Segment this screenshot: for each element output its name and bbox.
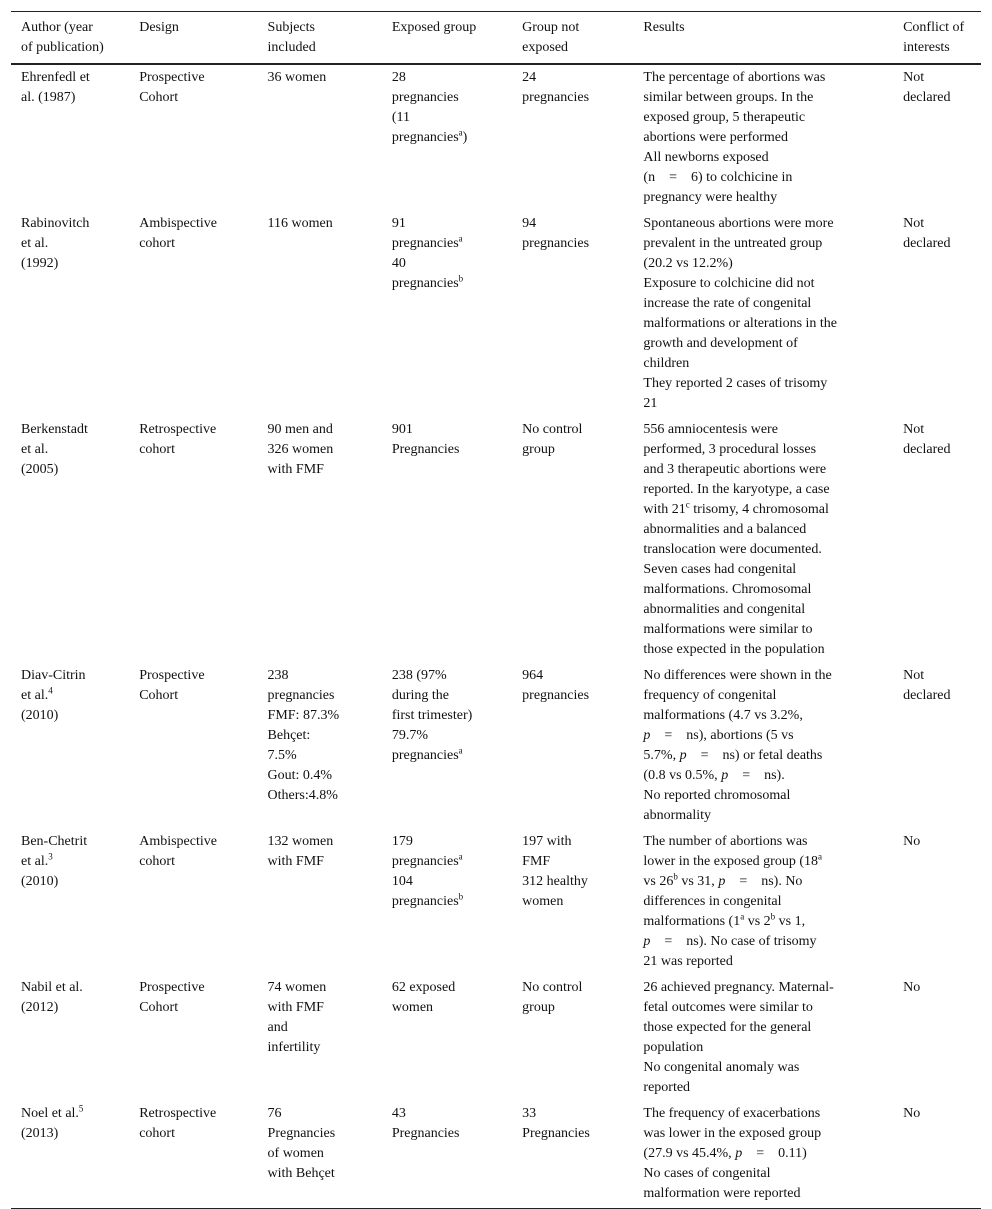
cell-line: Others:4.8% <box>267 788 338 803</box>
cell-results <box>633 975 893 1101</box>
cell-line: abnormalities and congenital <box>643 602 806 617</box>
cell-line: declared <box>903 90 951 105</box>
cell-line: pregnancies$^a$ <box>391 745 463 763</box>
cell-line: Rabinovitch <box>21 216 90 231</box>
cell-line: with FMF <box>267 1000 324 1015</box>
footnote-marker: b <box>458 891 464 902</box>
cell-line: those expected for the general <box>643 1020 812 1035</box>
cell-line: 312 healthy <box>522 874 588 889</box>
footnote-marker: b <box>673 871 678 882</box>
cell-line: (0.8 vs 0.5%, p = ns). <box>643 768 785 783</box>
cell-line: and 3 therapeutic abortions were <box>643 462 827 477</box>
cell-group-not-exposed <box>512 417 633 663</box>
cell-line: et al.$^3$ <box>21 851 53 869</box>
cell-line: 21 <box>643 396 658 411</box>
cell-design <box>129 211 257 417</box>
cell-line: 62 exposed <box>391 980 456 995</box>
cell-subjects <box>258 64 382 211</box>
cell-conflict-of-interests <box>893 64 981 211</box>
cell-conflict-of-interests <box>893 417 981 663</box>
cell-line: 116 women <box>267 216 333 231</box>
cell-line: No cases of congenital <box>643 1166 771 1181</box>
header-row <box>11 12 981 65</box>
cell-line: et al. <box>21 442 49 457</box>
cell-line: et al. <box>21 236 49 251</box>
cell-line: p = ns). No case of trisomy <box>643 934 817 949</box>
cell-line: (27.9 vs 45.4%, p = 0.11) <box>643 1146 807 1161</box>
cell-line: prevalent in the untreated group <box>643 236 823 251</box>
cell-line: differences in congenital <box>643 894 782 909</box>
cell-line: 179 <box>391 834 413 849</box>
cell-line: cohort <box>139 1126 175 1141</box>
table-body <box>11 64 981 1209</box>
cell-results <box>633 1101 893 1209</box>
cell-line: Pregnancies <box>267 1126 336 1141</box>
cell-line: Pregnancies <box>391 442 460 457</box>
cell-line: malformations. Chromosomal <box>643 582 812 597</box>
cell-line: 901 <box>391 422 413 437</box>
header-line: interests <box>903 40 950 55</box>
header-line: Group not <box>522 20 580 35</box>
cell-author <box>11 211 129 417</box>
cell-line: declared <box>903 688 951 703</box>
cell-exposed-group <box>382 975 512 1101</box>
cell-line: No <box>903 834 921 849</box>
cell-line: Nabil et al. <box>21 980 83 995</box>
cell-line: pregnancies$^a$ <box>391 233 463 251</box>
cell-line: pregnancies <box>522 688 590 703</box>
italic-symbol: p <box>735 1146 743 1161</box>
cell-line: Ambispective <box>139 216 217 231</box>
footnote-marker: a <box>458 233 463 244</box>
cell-line: pregnancies <box>522 90 590 105</box>
cell-line: cohort <box>139 854 175 869</box>
cell-line: abortions were performed <box>643 130 789 145</box>
cell-design <box>129 1101 257 1209</box>
cell-line: No <box>903 1106 921 1121</box>
cell-results <box>633 663 893 829</box>
footnote-marker: b <box>770 911 776 922</box>
header-line: included <box>267 40 316 55</box>
cell-line: 104 <box>391 874 413 889</box>
cell-line: 5.7%, p = ns) or fetal deaths <box>643 748 823 763</box>
cell-subjects <box>258 829 382 975</box>
cell-line: Not <box>903 70 925 85</box>
header-line: Results <box>643 20 685 35</box>
table-row <box>11 211 981 417</box>
cell-line: Diav-Citrin <box>21 668 86 683</box>
cell-line: 132 women <box>267 834 334 849</box>
cell-line: Spontaneous abortions were more <box>643 216 834 231</box>
cell-line: (n = 6) to colchicine in <box>643 170 793 185</box>
header-line: Author (year <box>21 20 93 35</box>
cell-author <box>11 663 129 829</box>
cell-line: with Behçet <box>267 1166 335 1181</box>
cell-line: Retrospective <box>139 1106 217 1121</box>
cell-line: (20.2 vs 12.2%) <box>643 256 733 271</box>
header-results <box>633 12 893 65</box>
table-row <box>11 975 981 1101</box>
footnote-marker: a <box>458 127 463 138</box>
header-subjects <box>258 12 382 65</box>
cell-line: No control <box>522 422 583 437</box>
cell-line: 40 <box>391 256 406 271</box>
header-line: Conflict of <box>903 20 965 35</box>
cell-conflict-of-interests <box>893 211 981 417</box>
cell-line: 7.5% <box>267 748 297 763</box>
cell-line: frequency of congenital <box>643 688 777 703</box>
cell-line: Cohort <box>139 688 179 703</box>
cell-line: pregnancies$^a$) <box>391 127 468 145</box>
cell-line: No reported chromosomal <box>643 788 791 803</box>
cell-subjects <box>258 1101 382 1209</box>
cell-line: Pregnancies <box>522 1126 590 1141</box>
cell-author <box>11 829 129 975</box>
cell-line: with FMF <box>267 462 324 477</box>
cell-conflict-of-interests <box>893 1101 981 1209</box>
cell-line: 197 with <box>522 834 572 849</box>
table-row <box>11 64 981 211</box>
cell-line: was lower in the exposed group <box>643 1126 822 1141</box>
cell-line: 238 (97% <box>391 668 447 683</box>
cell-design <box>129 64 257 211</box>
cell-line: group <box>522 442 555 457</box>
cell-line: abnormalities and a balanced <box>643 522 807 537</box>
cell-line: (11 <box>391 110 410 125</box>
header-line: exposed <box>522 40 569 55</box>
cell-line: increase the rate of congenital <box>643 296 812 311</box>
cell-line: Ambispective <box>139 834 217 849</box>
cell-line: 43 <box>391 1106 406 1121</box>
cell-line: Not <box>903 216 925 231</box>
cell-line: 21 was reported <box>643 954 733 969</box>
cell-line: and <box>267 1020 288 1035</box>
cell-group-not-exposed <box>512 975 633 1101</box>
cell-exposed-group <box>382 663 512 829</box>
header-design <box>129 12 257 65</box>
header-exposed <box>382 12 512 65</box>
cell-subjects <box>258 663 382 829</box>
cell-line: Ehrenfedl et <box>21 70 90 85</box>
cell-line: (2005) <box>21 462 59 477</box>
cell-group-not-exposed <box>512 829 633 975</box>
cell-results <box>633 829 893 975</box>
cell-line: Noel et al.$^5$ <box>21 1103 84 1121</box>
footnote-marker: b <box>458 273 464 284</box>
cell-line: Retrospective <box>139 422 217 437</box>
cell-line: Gout: 0.4% <box>267 768 333 783</box>
cell-line: 238 <box>267 668 289 683</box>
cell-line: fetal outcomes were similar to <box>643 1000 813 1015</box>
cell-line: reported. In the karyotype, a case <box>643 482 830 497</box>
cell-line: The number of abortions was <box>643 834 808 849</box>
cell-line: pregnancies <box>391 90 459 105</box>
cell-line: declared <box>903 442 951 457</box>
cell-line: Seven cases had congenital <box>643 562 797 577</box>
cell-line: lower in the exposed group (18$^a$ <box>643 851 822 869</box>
cell-line: 964 <box>522 668 544 683</box>
cell-line: FMF: 87.3% <box>267 708 340 723</box>
cell-line: No control <box>522 980 583 995</box>
cell-line: 76 <box>267 1106 282 1121</box>
header-line: of publication) <box>21 40 104 55</box>
footnote-marker: 4 <box>48 685 53 696</box>
footnote-marker: a <box>817 851 822 862</box>
cell-line: et al.$^4$ <box>21 685 53 703</box>
cell-line: pregnancies <box>267 688 335 703</box>
cell-line: Cohort <box>139 90 179 105</box>
cell-line: Behçet: <box>267 728 311 743</box>
cell-line: 90 men and <box>267 422 333 437</box>
italic-symbol: p <box>679 748 687 763</box>
cell-line: malformations were similar to <box>643 622 813 637</box>
cell-conflict-of-interests <box>893 829 981 975</box>
cell-line: group <box>522 1000 555 1015</box>
cell-line: No congenital anomaly was <box>643 1060 800 1075</box>
cell-line: Pregnancies <box>391 1126 460 1141</box>
cell-line: (1992) <box>21 256 59 271</box>
cell-group-not-exposed <box>512 64 633 211</box>
cell-results <box>633 64 893 211</box>
cell-line: declared <box>903 236 951 251</box>
cell-line: No <box>903 980 921 995</box>
cell-line: Not <box>903 422 925 437</box>
cell-line: 33 <box>522 1106 537 1121</box>
header-not-exposed <box>512 12 633 65</box>
cell-author <box>11 64 129 211</box>
cell-line: 79.7% <box>391 728 428 743</box>
cell-line: (2010) <box>21 874 59 889</box>
cell-line: Exposure to colchicine did not <box>643 276 815 291</box>
cell-line: 326 women <box>267 442 334 457</box>
cell-line: 26 achieved pregnancy. Maternal- <box>643 980 834 995</box>
cell-line: of women <box>267 1146 324 1161</box>
cell-line: They reported 2 cases of trisomy <box>643 376 828 391</box>
cell-results <box>633 417 893 663</box>
cell-group-not-exposed <box>512 1101 633 1209</box>
cell-conflict-of-interests <box>893 975 981 1101</box>
cell-author <box>11 417 129 663</box>
cell-line: al. (1987) <box>21 90 76 105</box>
cell-line: similar between groups. In the <box>643 90 814 105</box>
italic-symbol: p <box>643 934 651 949</box>
cell-line: Ben-Chetrit <box>21 834 88 849</box>
cell-line: infertility <box>267 1040 321 1055</box>
cell-subjects <box>258 975 382 1101</box>
cell-line: abnormality <box>643 808 712 823</box>
cell-line: Berkenstadt <box>21 422 88 437</box>
cell-line: Prospective <box>139 668 205 683</box>
cell-exposed-group <box>382 417 512 663</box>
cell-exposed-group <box>382 829 512 975</box>
cell-line: malformations or alterations in the <box>643 316 838 331</box>
footnote-marker: a <box>740 911 745 922</box>
header-line: Design <box>139 20 179 35</box>
cell-line: women <box>391 1000 434 1015</box>
cell-line: exposed group, 5 therapeutic <box>643 110 806 125</box>
header-line: Exposed group <box>391 20 477 35</box>
cell-line: pregnancies$^a$ <box>391 851 463 869</box>
footnote-marker: a <box>458 851 463 862</box>
table-row <box>11 829 981 975</box>
cell-design <box>129 663 257 829</box>
cell-group-not-exposed <box>512 211 633 417</box>
cell-line: (2013) <box>21 1126 59 1141</box>
cell-line: No differences were shown in the <box>643 668 832 683</box>
cell-line: The percentage of abortions was <box>643 70 826 85</box>
header-line: Subjects <box>267 20 315 35</box>
cell-line: 24 <box>522 70 537 85</box>
cell-design <box>129 417 257 663</box>
cell-line: cohort <box>139 236 175 251</box>
cell-line: 91 <box>391 216 406 231</box>
cell-line: (2012) <box>21 1000 59 1015</box>
cell-line: The frequency of exacerbations <box>643 1106 821 1121</box>
cell-line: pregnancies <box>522 236 590 251</box>
cell-line: Prospective <box>139 980 205 995</box>
cell-line: p = ns), abortions (5 vs <box>643 728 794 743</box>
cell-line: Not <box>903 668 925 683</box>
cell-group-not-exposed <box>512 663 633 829</box>
cell-line: 36 women <box>267 70 327 85</box>
cell-line: 556 amniocentesis were <box>643 422 778 437</box>
table-row <box>11 417 981 663</box>
cell-line: cohort <box>139 442 175 457</box>
footnote-marker: 5 <box>78 1103 84 1114</box>
cell-line: translocation were documented. <box>643 542 822 557</box>
cell-line: with FMF <box>267 854 324 869</box>
cell-exposed-group <box>382 1101 512 1209</box>
studies-table <box>11 11 981 1209</box>
header-author <box>11 12 129 65</box>
cell-line: pregnancy were healthy <box>643 190 778 205</box>
table-row <box>11 1101 981 1209</box>
cell-line: with 21$^c$ trisomy, 4 chromosomal <box>643 499 829 517</box>
italic-symbol: p <box>721 768 729 783</box>
table-row <box>11 663 981 829</box>
cell-line: Prospective <box>139 70 205 85</box>
cell-line: women <box>522 894 564 909</box>
footnote-marker: c <box>685 499 690 510</box>
header-conflict <box>893 12 981 65</box>
cell-line: those expected in the population <box>643 642 825 657</box>
cell-conflict-of-interests <box>893 663 981 829</box>
cell-author <box>11 1101 129 1209</box>
cell-line: FMF <box>522 854 551 869</box>
italic-symbol: p <box>718 874 726 889</box>
cell-subjects <box>258 211 382 417</box>
cell-line: pregnancies$^b$ <box>391 891 464 909</box>
cell-line: All newborns exposed <box>643 150 769 165</box>
cell-line: 74 women <box>267 980 327 995</box>
cell-line: growth and development of <box>643 336 798 351</box>
cell-author <box>11 975 129 1101</box>
cell-line: malformations (1$^a$ vs 2$^b$ vs 1, <box>643 911 806 929</box>
cell-line: first trimester) <box>391 708 473 723</box>
cell-subjects <box>258 417 382 663</box>
cell-line: children <box>643 356 690 371</box>
cell-line: during the <box>391 688 449 703</box>
footnote-marker: 3 <box>48 851 53 862</box>
cell-line: pregnancies$^b$ <box>391 273 464 291</box>
cell-line: population <box>643 1040 704 1055</box>
cell-results <box>633 211 893 417</box>
cell-design <box>129 975 257 1101</box>
cell-line: malformations (4.7 vs 3.2%, <box>643 708 803 723</box>
footnote-marker: a <box>458 745 463 756</box>
cell-line: malformation were reported <box>643 1186 801 1201</box>
cell-exposed-group <box>382 211 512 417</box>
cell-line: vs 26$^b$ vs 31, p = ns). No <box>643 871 803 889</box>
cell-line: 94 <box>522 216 537 231</box>
cell-line: performed, 3 procedural losses <box>643 442 817 457</box>
cell-line: reported <box>643 1080 691 1095</box>
cell-design <box>129 829 257 975</box>
cell-line: Cohort <box>139 1000 179 1015</box>
cell-line: (2010) <box>21 708 59 723</box>
cell-exposed-group <box>382 64 512 211</box>
cell-line: 28 <box>391 70 406 85</box>
italic-symbol: p <box>643 728 651 743</box>
